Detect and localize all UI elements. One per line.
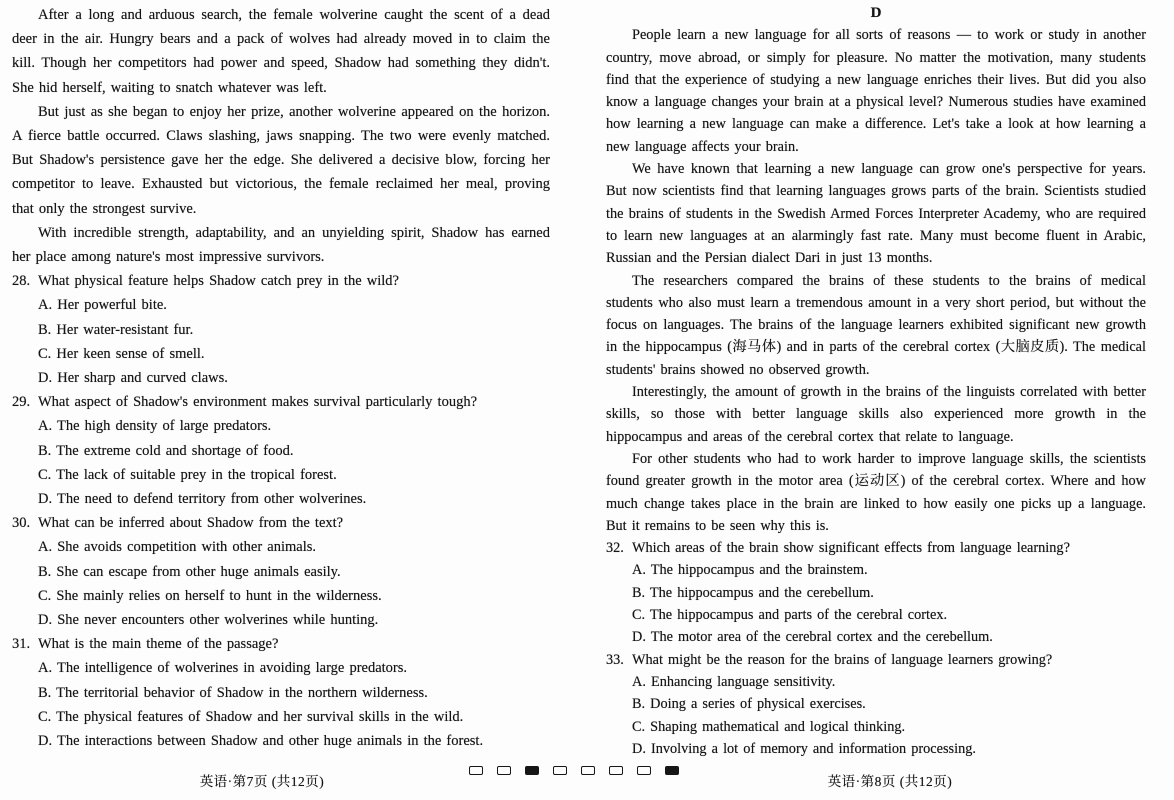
passage-paragraph: But just as she began to enjoy her prize, another wolverine appeared on the horizon. A fierce battle occurred. Claws slashing, jaws snapping. The two were evenly matched. But Shadow's persistence gave her the edge. She delivered a decisive blow, forcing her competitor to leave. Exhausted but victorious, the female reclaimed her meal, proving that only the strongest survive. (12, 103, 550, 217)
question-text: What physical feature helps Shadow catch prey in the wild? (38, 273, 399, 290)
registration-mark (469, 766, 483, 775)
answer-option: D. Involving a lot of memory and information processing. (632, 740, 976, 757)
answer-option: B. Doing a series of physical exercises. (632, 696, 866, 713)
registration-mark (497, 766, 511, 775)
answer-option: A. Enhancing language sensitivity. (632, 673, 836, 690)
registration-mark (525, 766, 539, 775)
question-28 (12, 269, 550, 390)
answer-option: A. The intelligence of wolverines in avoiding large predators. (38, 660, 408, 677)
answer-option: D. She never encounters other wolverines while hunting. (38, 612, 379, 629)
exam-page-left (12, 3, 550, 753)
question-number: 31. (12, 636, 31, 653)
question-text: What aspect of Shadow's environment makes survival particularly tough? (38, 394, 478, 411)
question-text: Which areas of the brain show significant effects from language learning? (632, 540, 1070, 557)
question-number: 28. (12, 273, 31, 290)
answer-option: C. She mainly relies on herself to hunt in the wilderness. (38, 587, 382, 604)
section-label-d: D (870, 5, 882, 21)
answer-option: C. The lack of suitable prey in the tropical forest. (38, 466, 337, 483)
question-line (606, 537, 1146, 559)
question-line (12, 511, 550, 535)
registration-mark (553, 766, 567, 775)
page-footer-right: 英语·第8页 (共12页) (827, 774, 953, 789)
answer-option: A. She avoids competition with other animals. (38, 539, 317, 556)
passage-paragraph: With incredible strength, adaptability, and an unyielding spirit, Shadow has earned her place among nature's most impressive survivors. (12, 224, 550, 266)
passage-paragraph: We have known that learning a new language can grow one's perspective for years. But now scientists find that learning languages grows parts of the brain. Scientists studied the brains of students in the Swedish Armed Forces Interpreter Academy, who are required to learn new languages at an alarmingly fast rate. Many must become fluent in Arabic, Russian and the Persian dialect Dari in just 13 months. (606, 161, 1146, 267)
answer-option: D. The need to defend territory from other wolverines. (38, 491, 367, 508)
registration-mark (637, 766, 651, 775)
answer-option: B. The territorial behavior of Shadow in the northern wilderness. (38, 684, 428, 701)
question-number: 30. (12, 515, 31, 532)
answer-option: D. Her sharp and curved claws. (38, 370, 228, 387)
answer-option: A. The high density of large predators. (38, 418, 272, 435)
passage-paragraph: The researchers compared the brains of these students to the brains of medical students who also must learn a tremendous amount in a very short period, but without the focus on languages. The brains of the language learners exhibited significant new growth in the hippocampus (海马体) and in parts of the cerebral cortex (大脑皮质). The medical students' brains showed no observed growth. (606, 272, 1146, 378)
answer-option: B. She can escape from other huge animals easily. (38, 563, 341, 580)
question-line (12, 269, 550, 293)
question-31 (12, 632, 550, 753)
exam-page-right (606, 2, 1146, 760)
question-32 (606, 537, 1146, 648)
question-number: 29. (12, 394, 31, 411)
answer-option: B. The hippocampus and the cerebellum. (632, 584, 874, 601)
question-33 (606, 649, 1146, 760)
answer-option: D. The motor area of the cerebral cortex and the cerebellum. (632, 629, 993, 646)
registration-mark (581, 766, 595, 775)
registration-mark (609, 766, 623, 775)
answer-option: A. The hippocampus and the brainstem. (632, 562, 868, 579)
question-text: What is the main theme of the passage? (38, 636, 279, 653)
question-text: What might be the reason for the brains of language learners growing? (632, 651, 1053, 668)
question-number: 33. (606, 651, 624, 668)
question-line (12, 390, 550, 414)
passage-paragraph: Interestingly, the amount of growth in the brains of the linguists correlated with better skills, so those with better language skills also experienced more growth in the hippocampus and areas of the cerebral cortex that relate to language. (606, 384, 1146, 445)
question-number: 32. (606, 540, 624, 557)
answer-option: C. Her keen sense of smell. (38, 345, 205, 362)
question-text: What can be inferred about Shadow from the text? (38, 515, 344, 532)
answer-option: C. The physical features of Shadow and her survival skills in the wild. (38, 708, 464, 725)
passage-paragraph: For other students who had to work harder to improve language skills, the scientists found greater growth in the motor area (运动区) of the cerebral cortex. Where and how much change takes place in the brain are linked to how easily one picks up a language. But it remains to be seen why this is. (606, 450, 1146, 534)
answer-option: D. The interactions between Shadow and other huge animals in the forest. (38, 733, 484, 750)
answer-option: A. Her powerful bite. (38, 297, 167, 314)
answer-option: C. The hippocampus and parts of the cerebral cortex. (632, 607, 948, 624)
question-29 (12, 390, 550, 511)
answer-option: C. Shaping mathematical and logical thinking. (632, 718, 906, 735)
question-line (12, 632, 550, 656)
question-30 (12, 511, 550, 632)
passage-paragraph: People learn a new language for all sorts of reasons — to work or study in another country, move abroad, or simply for pleasure. No matter the motivation, many students find that the experience of studying a new language enriches their lives. But did you also know a language changes your brain at a physical level? Numerous studies have examined how learning a new language can make a difference. Let's take a look at how learning a new language affects your brain. (606, 27, 1146, 155)
answer-option: B. Her water-resistant fur. (38, 321, 194, 338)
registration-mark (665, 766, 679, 775)
answer-option: B. The extreme cold and shortage of food. (38, 442, 294, 459)
question-line (606, 649, 1146, 671)
page-footer-left: 英语·第7页 (共12页) (199, 774, 325, 789)
passage-paragraph: After a long and arduous search, the female wolverine caught the scent of a dead deer in the air. Hungry bears and a pack of wolves had already moved in to claim the kill. Though her competitors had power and speed, Shadow had something they didn't. She hid herself, waiting to snatch whatever was left. (12, 7, 550, 96)
registration-marks (469, 766, 679, 775)
